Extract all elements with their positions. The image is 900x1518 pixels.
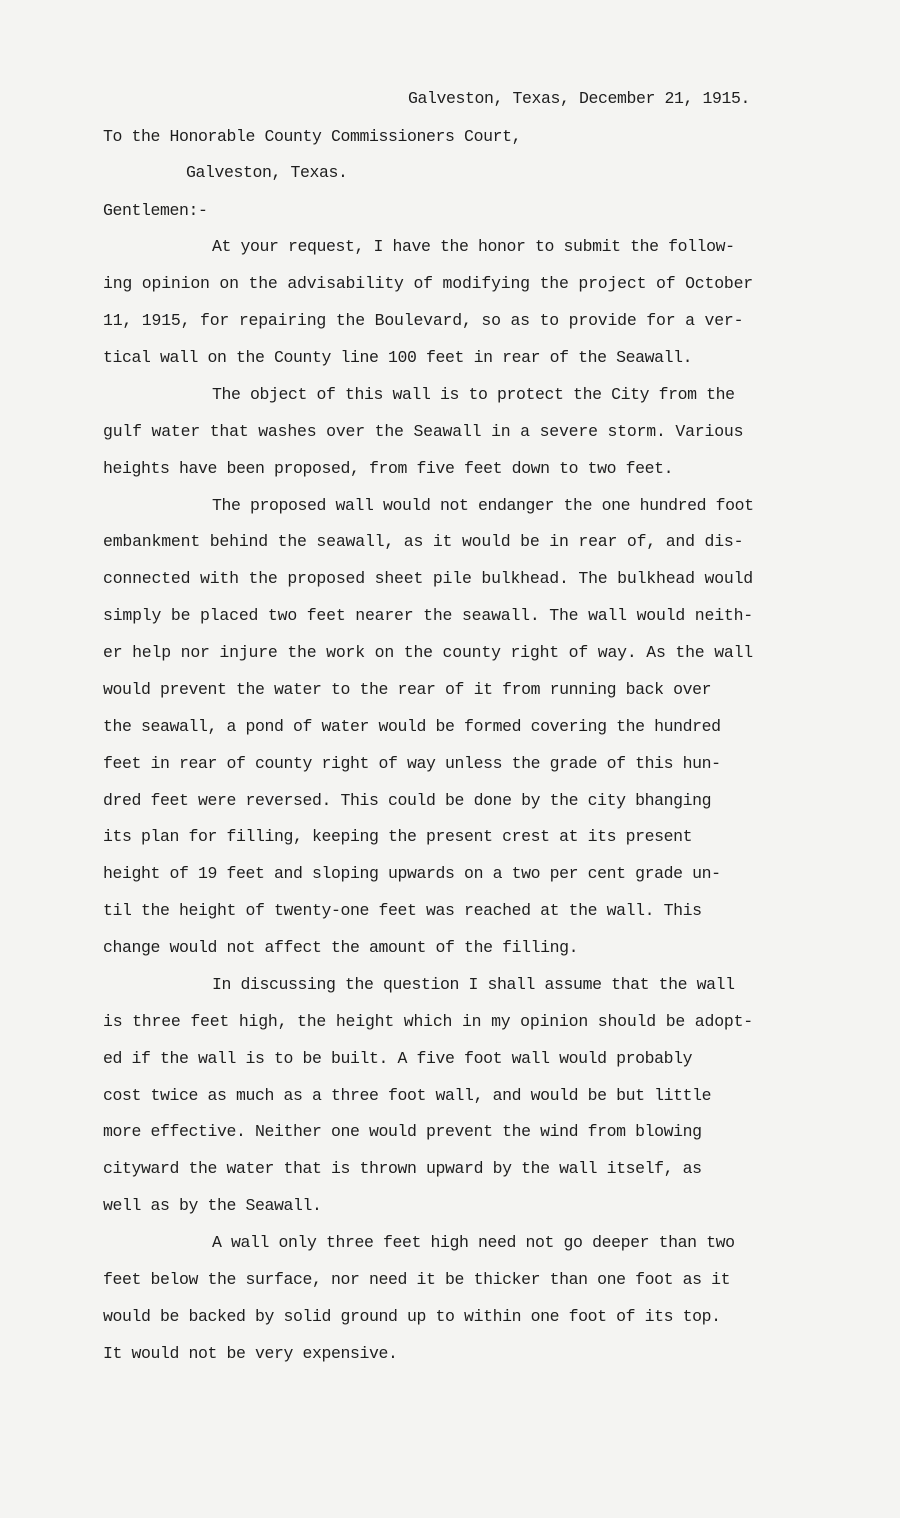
body-line: ed if the wall is to be built. A five foot wall would probably [103,1049,693,1068]
body-line: height of 19 feet and sloping upwards on a two per cent grade un- [103,864,721,883]
body-line: tical wall on the County line 100 feet in rear of the Seawall. [103,348,693,367]
body-line: would be backed by solid ground up to within one foot of its top. [103,1307,721,1326]
body-line: A wall only three feet high need not go deeper than two [212,1233,735,1252]
body-line: er help nor injure the work on the county right of way. As the wall [103,643,754,662]
address-city-line: Galveston, Texas. [186,163,348,182]
body-line: It would not be very expensive. [103,1344,398,1363]
body-line: feet below the surface, nor need it be thicker than one foot as it [103,1270,731,1289]
body-line: At your request, I have the honor to submit the follow- [212,237,735,256]
body-line: well as by the Seawall. [103,1196,322,1215]
body-line: its plan for filling, keeping the present crest at its present [103,827,693,846]
body-line: cityward the water that is thrown upward by the wall itself, as [103,1159,702,1178]
salutation: Gentlemen:- [103,201,208,220]
body-line: 11, 1915, for repairing the Boulevard, so as to provide for a ver- [103,311,744,330]
addressee-line: To the Honorable County Commissioners Court, [103,127,522,146]
body-line: cost twice as much as a three foot wall, and would be but little [103,1086,712,1105]
body-line: is three feet high, the height which in my opinion should be adopt- [103,1012,754,1031]
body-line: heights have been proposed, from five feet down to two feet. [103,459,674,478]
body-line: The object of this wall is to protect the City from the [212,385,735,404]
body-line: connected with the proposed sheet pile bulkhead. The bulkhead would [103,569,754,588]
body-line: In discussing the question I shall assume that the wall [212,975,735,994]
body-line: simply be placed two feet nearer the seawall. The wall would neith- [103,606,754,625]
body-line: gulf water that washes over the Seawall in a severe storm. Various [103,422,744,441]
body-line: would prevent the water to the rear of it from running back over [103,680,712,699]
body-line: feet in rear of county right of way unless the grade of this hun- [103,754,721,773]
body-line: embankment behind the seawall, as it would be in rear of, and dis- [103,532,744,551]
body-line: til the height of twenty-one feet was reached at the wall. This [103,901,702,920]
body-line: ing opinion on the advisability of modifying the project of October [103,274,754,293]
body-line: dred feet were reversed. This could be done by the city bhanging [103,791,712,810]
body-line: change would not affect the amount of the filling. [103,938,579,957]
body-line: The proposed wall would not endanger the one hundred foot [212,496,754,515]
body-line: the seawall, a pond of water would be formed covering the hundred [103,717,721,736]
date-line: Galveston, Texas, December 21, 1915. [408,89,751,108]
body-line: more effective. Neither one would prevent the wind from blowing [103,1122,702,1141]
